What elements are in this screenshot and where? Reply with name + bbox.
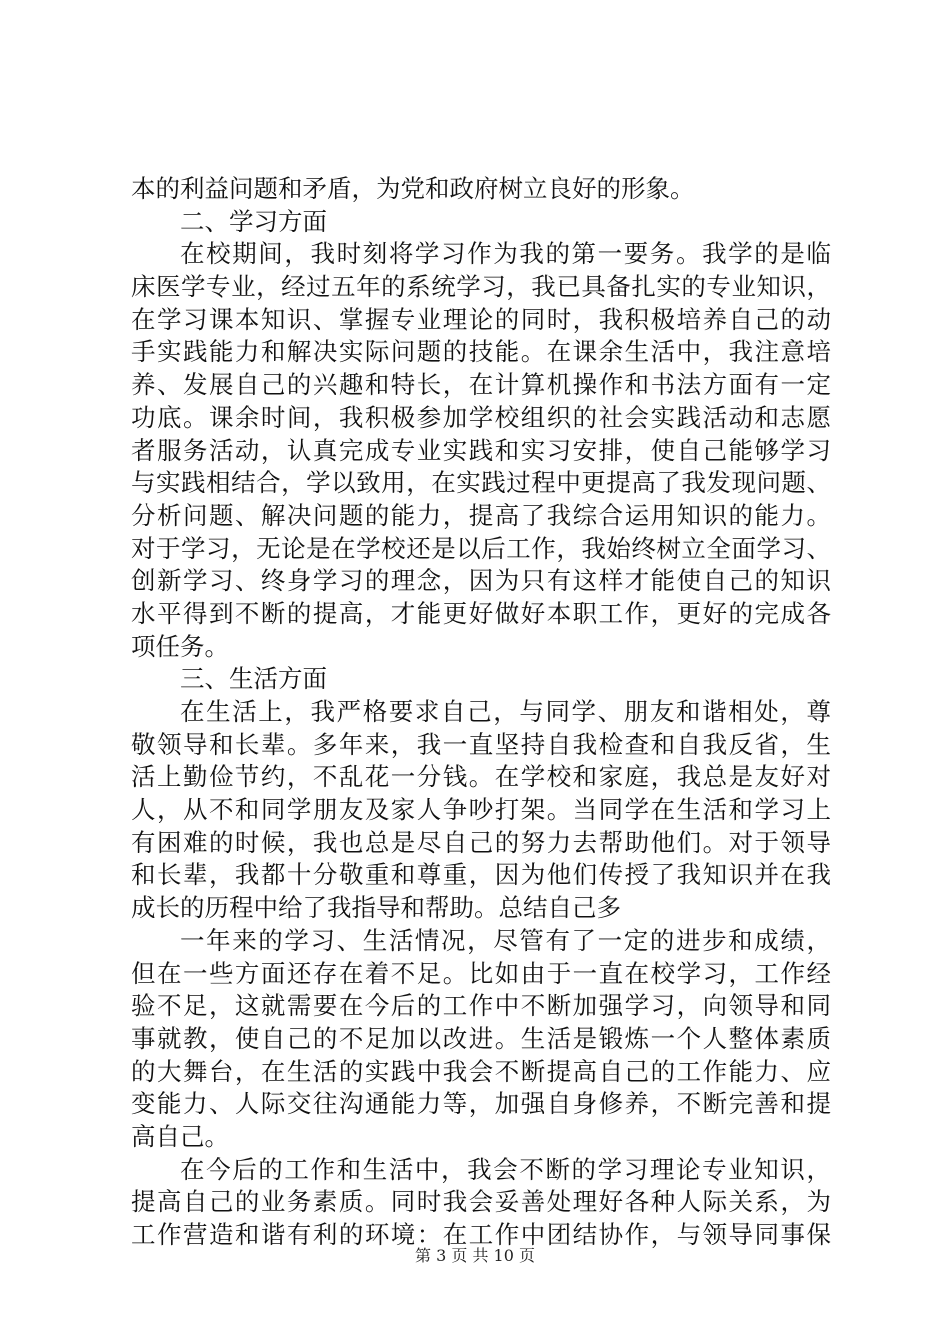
text-line: 验不足，这就需要在今后的工作中不断加强学习，向领导和同 [131,991,831,1021]
text-line: 者服务活动，认真完成专业实践和实习安排，使自己能够学习 [131,435,831,465]
text-line: 事就教，使自己的不足加以改进。生活是锻炼一个人整体素质 [131,1023,831,1053]
text-line: 但在一些方面还存在着不足。比如由于一直在校学习，工作经 [131,958,831,988]
text-line: 床医学专业，经过五年的系统学习，我已具备扎实的专业知识， [131,272,831,302]
text-line: 成长的历程中给了我指导和帮助。总结自己多 [131,893,621,923]
text-line: 提高自己的业务素质。同时我会妥善处理好各种人际关系，为 [131,1187,831,1217]
text-line: 在学习课本知识、掌握专业理论的同时，我积极培养自己的动 [131,304,831,334]
text-line: 变能力、人际交往沟通能力等，加强自身修养，不断完善和提 [131,1089,831,1119]
text-line: 有困难的时候，我也总是尽自己的努力去帮助他们。对于领导 [131,827,831,857]
text-line: 敬领导和长辈。多年来，我一直坚持自我检查和自我反省，生 [131,729,831,759]
text-line: 二、学习方面 [180,206,327,236]
text-line: 的大舞台，在生活的实践中我会不断提高自己的工作能力、应 [131,1056,831,1086]
text-line: 分析问题、解决问题的能力，提高了我综合运用知识的能力。 [131,500,831,530]
text-line: 一年来的学习、生活情况，尽管有了一定的进步和成绩， [180,925,831,955]
text-line: 在校期间，我时刻将学习作为我的第一要务。我学的是临 [180,239,831,269]
text-line: 人，从不和同学朋友及家人争吵打架。当同学在生活和学习上 [131,795,831,825]
text-line: 创新学习、终身学习的理念，因为只有这样才能使自己的知识 [131,566,831,596]
text-line: 活上勤俭节约，不乱花一分钱。在学校和家庭，我总是友好对 [131,762,831,792]
text-line: 和长辈，我都十分敬重和尊重，因为他们传授了我知识并在我 [131,860,831,890]
text-line: 水平得到不断的提高，才能更好做好本职工作，更好的完成各 [131,598,831,628]
text-line: 养、发展自己的兴趣和特长，在计算机操作和书法方面有一定 [131,370,831,400]
text-line: 在今后的工作和生活中，我会不断的学习理论专业知识， [180,1154,831,1184]
text-line: 在生活上，我严格要求自己，与同学、朋友和谐相处，尊 [180,697,831,726]
page-footer: 第 3 页 共 10 页 [415,1246,535,1265]
text-line: 高自己。 [131,1121,229,1151]
document-body [131,173,831,1252]
text-line: 手实践能力和解决实际问题的技能。在课余生活中，我注意培 [131,337,831,367]
text-line: 三、生活方面 [180,664,327,694]
text-line: 与实践相结合，学以致用，在实践过程中更提高了我发现问题、 [131,468,831,498]
text-line: 本的利益问题和矛盾，为党和政府树立良好的形象。 [131,174,695,203]
text-line: 对于学习，无论是在学校还是以后工作，我始终树立全面学习、 [131,533,831,563]
text-line: 功底。课余时间，我积极参加学校组织的社会实践活动和志愿 [131,402,831,432]
text-line: 工作营造和谐有利的环境：在工作中团结协作，与领导同事保 [131,1220,831,1249]
text-line: 项任务。 [131,631,229,661]
